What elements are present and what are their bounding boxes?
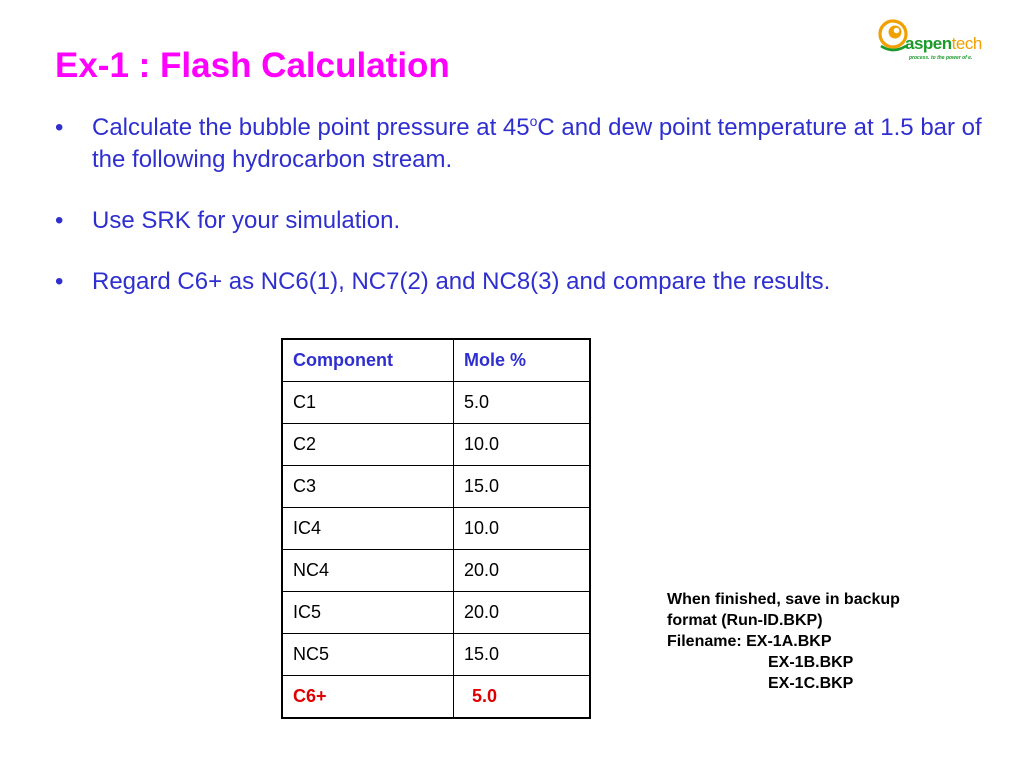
table-header-row bbox=[282, 339, 590, 382]
mole-percent-cell: 10.0 bbox=[454, 508, 591, 550]
bullet-marker: • bbox=[55, 268, 64, 295]
component-cell: NC4 bbox=[282, 550, 454, 592]
mole-percent-cell: 15.0 bbox=[454, 466, 591, 508]
component-cell: C1 bbox=[282, 382, 454, 424]
note-line: Filename: EX-1A.BKP bbox=[667, 633, 832, 650]
note-line: format (Run-ID.BKP) bbox=[667, 612, 823, 629]
column-header-component: Component bbox=[282, 339, 454, 382]
mole-percent-cell: 5.0 bbox=[454, 676, 591, 719]
bullet-list bbox=[55, 112, 1005, 327]
bullet-text: Use SRK for your simulation. bbox=[92, 207, 401, 234]
bullet-marker: • bbox=[55, 207, 64, 234]
table-row bbox=[282, 424, 590, 466]
slide-title: Ex-1 : Flash Calculation bbox=[55, 46, 450, 85]
table-row bbox=[282, 382, 590, 424]
mole-percent-cell: 20.0 bbox=[454, 592, 591, 634]
table-row bbox=[282, 550, 590, 592]
note-line: When finished, save in backup bbox=[667, 591, 900, 608]
bullet-item bbox=[55, 205, 1005, 237]
component-cell: IC4 bbox=[282, 508, 454, 550]
table-row bbox=[282, 466, 590, 508]
bullet-text: Calculate the bubble point pressure at 45 bbox=[92, 114, 530, 141]
table-row bbox=[282, 592, 590, 634]
component-cell: C6+ bbox=[282, 676, 454, 719]
save-instructions-note bbox=[667, 589, 900, 694]
bullet-text: Regard C6+ as NC6(1), NC7(2) and NC8(3) and compare the results. bbox=[92, 268, 831, 295]
logo-word-aspen: aspen bbox=[905, 34, 952, 53]
note-line: EX-1B.BKP bbox=[768, 654, 854, 671]
table-row bbox=[282, 508, 590, 550]
degree-superscript: o bbox=[529, 113, 538, 129]
aspentech-logo bbox=[876, 16, 1006, 66]
logo-wordmark bbox=[905, 34, 982, 54]
bullet-item bbox=[55, 112, 1005, 176]
bullet-item bbox=[55, 266, 1005, 298]
logo-word-tech: tech bbox=[951, 34, 982, 53]
table-row-highlighted bbox=[282, 676, 590, 719]
component-cell: C2 bbox=[282, 424, 454, 466]
table-row bbox=[282, 634, 590, 676]
mole-percent-cell: 10.0 bbox=[454, 424, 591, 466]
component-table bbox=[281, 338, 591, 719]
mole-percent-cell: 5.0 bbox=[454, 382, 591, 424]
bullet-text-continued: C and dew point temperature at 1.5 bar of the following hydrocarbon stream. bbox=[92, 114, 982, 173]
component-cell: IC5 bbox=[282, 592, 454, 634]
note-line: EX-1C.BKP bbox=[768, 675, 854, 692]
mole-percent-cell: 20.0 bbox=[454, 550, 591, 592]
column-header-mole-percent: Mole % bbox=[454, 339, 591, 382]
logo-tagline: process. to the power of e. bbox=[909, 55, 973, 61]
mole-percent-cell: 15.0 bbox=[454, 634, 591, 676]
component-cell: C3 bbox=[282, 466, 454, 508]
component-cell: NC5 bbox=[282, 634, 454, 676]
bullet-marker: • bbox=[55, 114, 64, 141]
